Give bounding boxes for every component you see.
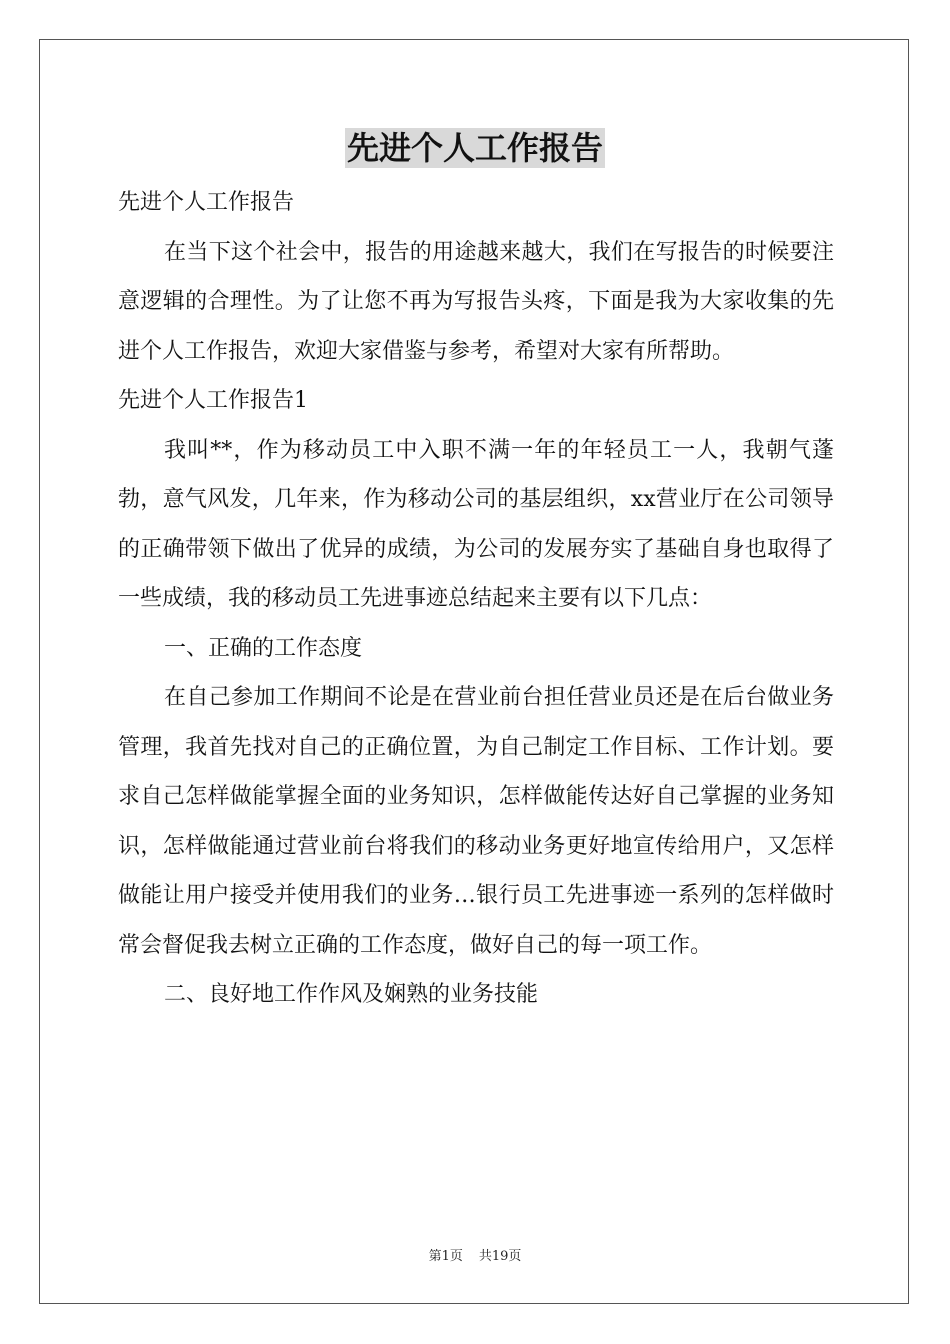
paragraph: 先进个人工作报告1 xyxy=(118,388,308,413)
document-body xyxy=(118,178,834,1020)
page-footer xyxy=(0,1248,950,1266)
paragraph: 在当下这个社会中，报告的用途越来越大，我们在写报告的时候要注意逻辑的合理性。为了让您不再为写报告头疼，下面是我为大家收集的先进个人工作报告，欢迎大家借鉴与参考，希望对大家有所帮助。 xyxy=(118,239,834,364)
title-wrap xyxy=(0,128,950,168)
paragraph: 我叫**，作为移动员工中入职不满一年的年轻员工一人，我朝气蓬勃，意气风发，几年来，作为移动公司的基层组织，xx营业厅在公司领导的正确带领下做出了优异的成绩，为公司的发展夯实了基础自身也取得了一些成绩，我的移动员工先进事迹总结起来主要有以下几点： xyxy=(118,437,834,611)
page-number: 第1页 xyxy=(428,1249,463,1264)
section-heading: 一、正确的工作态度 xyxy=(164,635,363,661)
paragraph: 先进个人工作报告 xyxy=(118,190,295,215)
page-total: 共19页 xyxy=(478,1249,522,1264)
document-title: 先进个人工作报告 xyxy=(346,129,603,167)
paragraph: 在自己参加工作期间不论是在营业前台担任营业员还是在后台做业务管理，我首先找对自己的正确位置，为自己制定工作目标、工作计划。要求自己怎样做能掌握全面的业务知识，怎样做能传达好自己掌握的业务知识，怎样做能通过营业前台将我们的移动业务更好地宣传给用户，又怎样做能让用户接受并使用我们的业务…银行员工先进事迹一系列的怎样做时常会督促我去树立正确的工作态度，做好自己的每一项工作。 xyxy=(118,685,834,958)
section-heading: 二、良好地工作作风及娴熟的业务技能 xyxy=(164,982,539,1007)
